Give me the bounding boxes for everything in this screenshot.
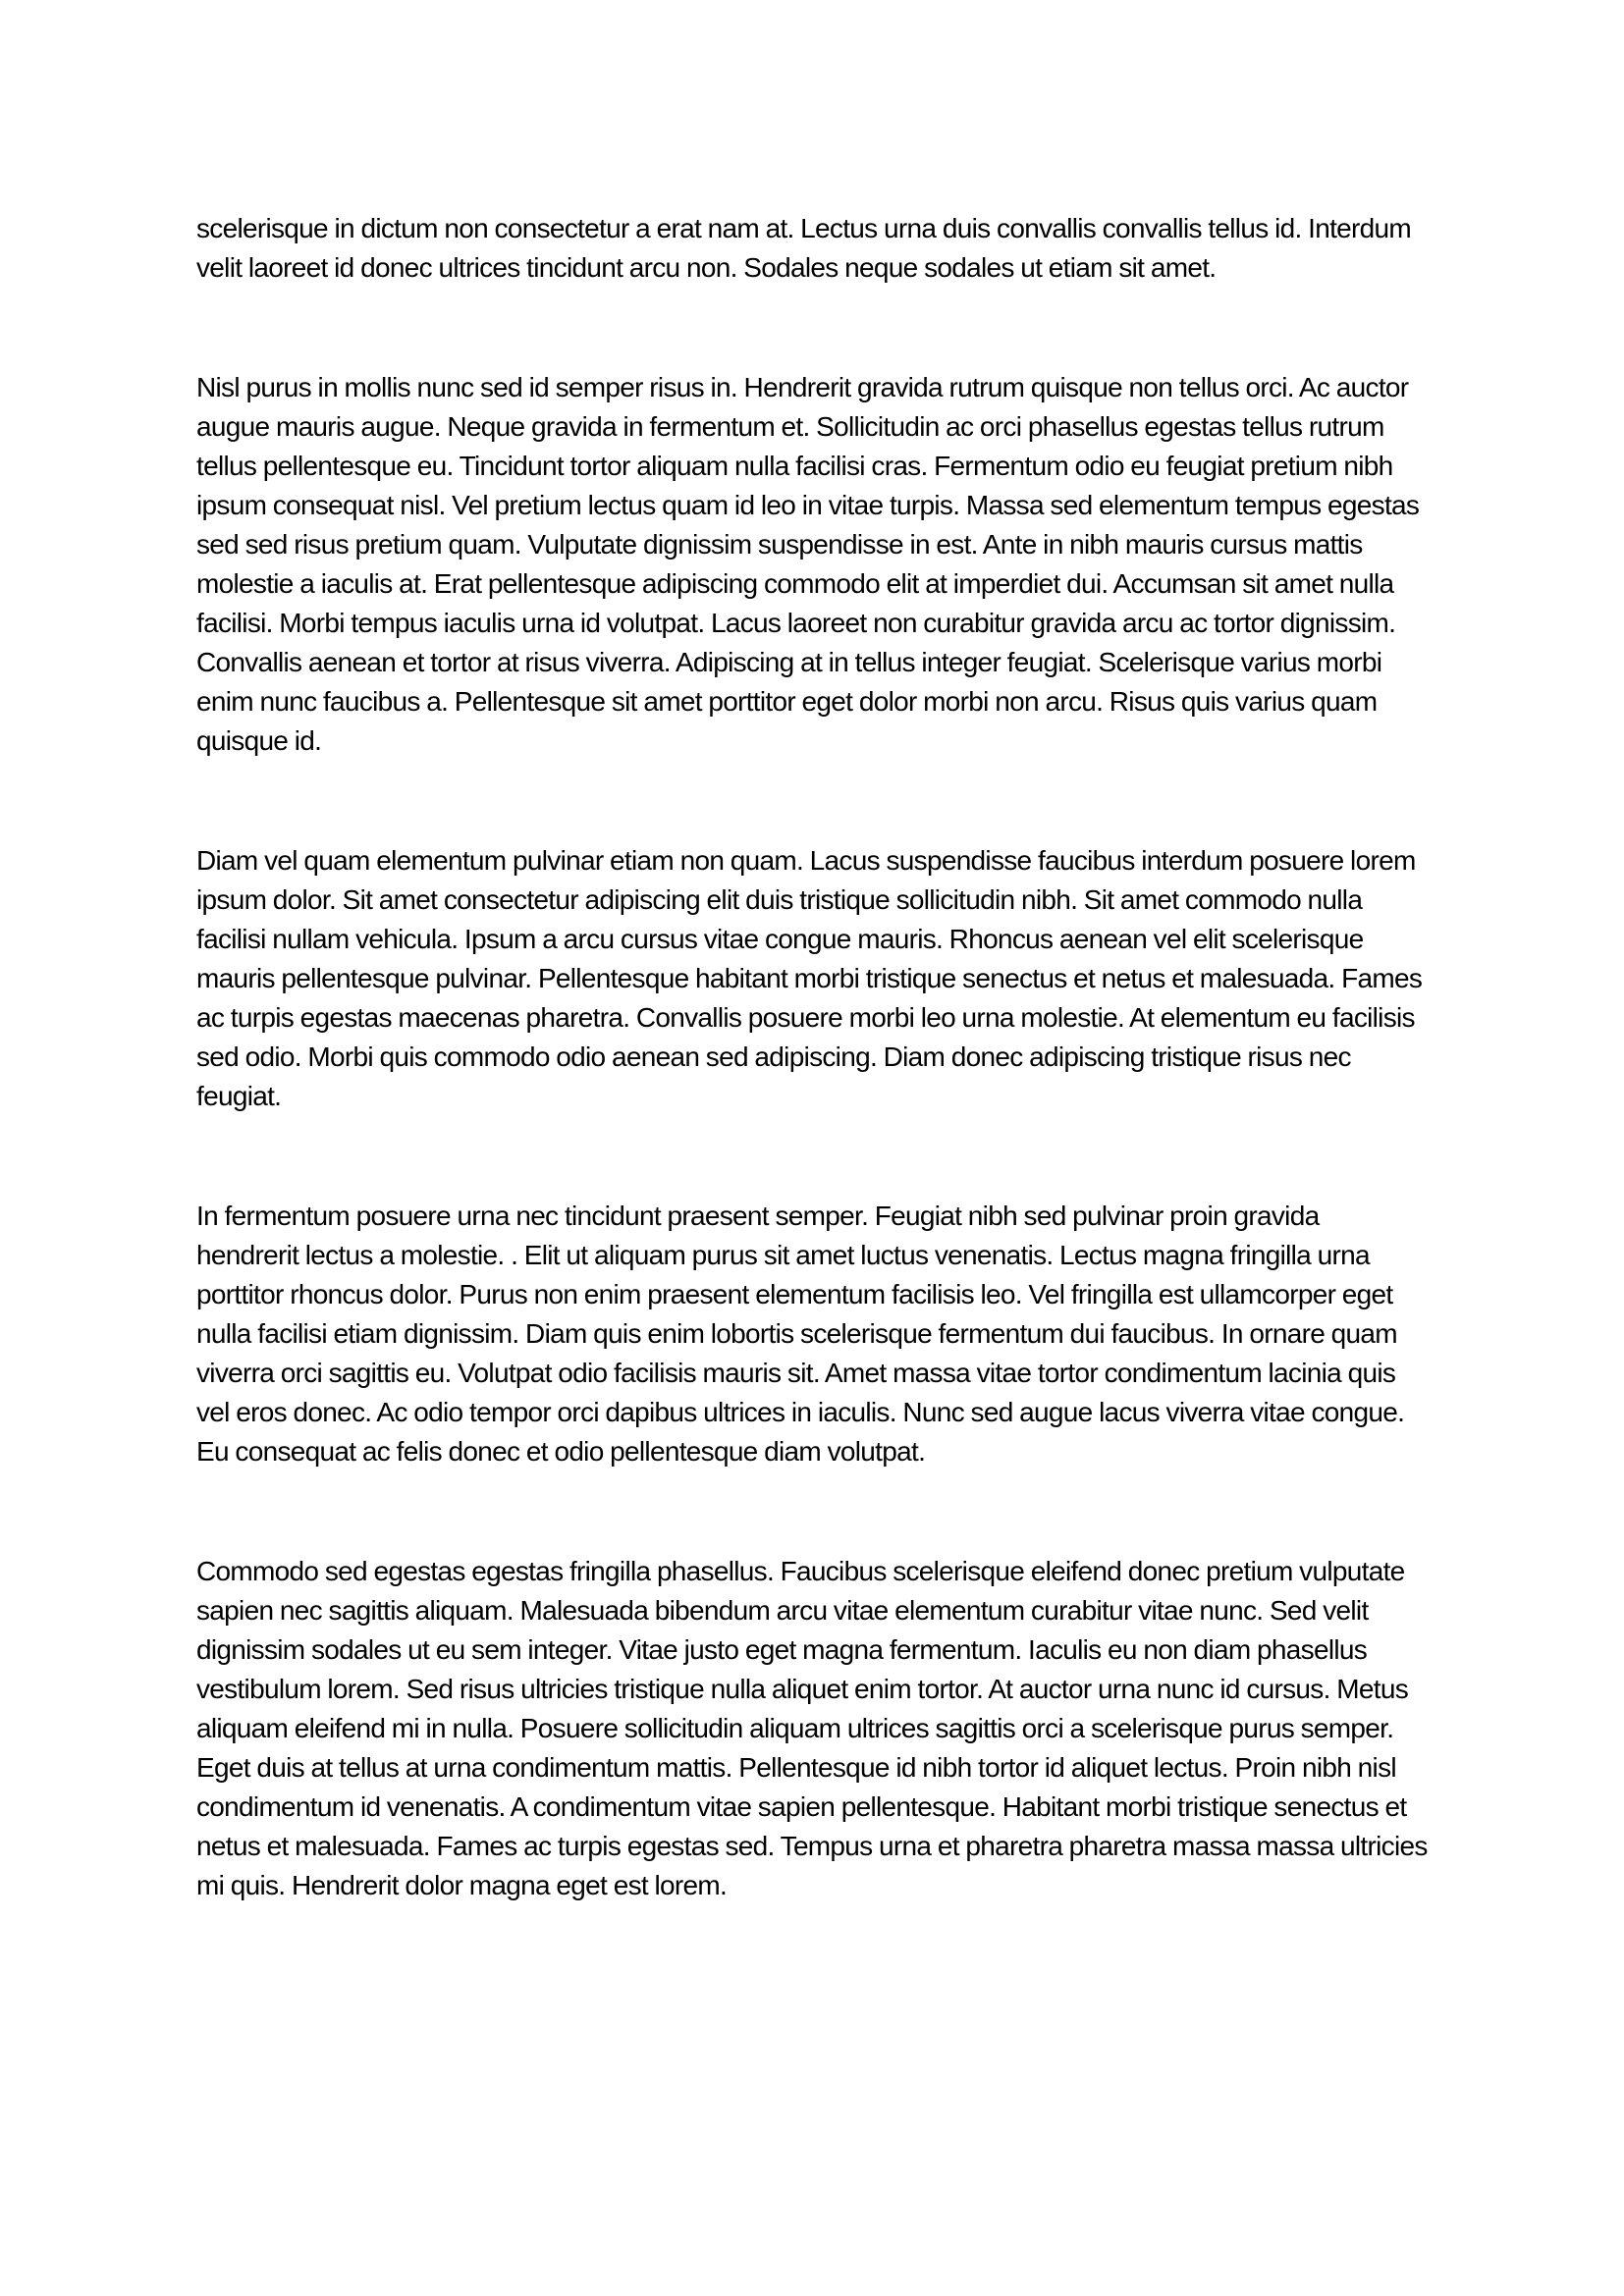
paragraph-2: Nisl purus in mollis nunc sed id semper risus in. Hendrerit gravida rutrum quisque non tellus orci. Ac auctor augue mauris augue. Neque gravida in fermentum et. Sollicitudin ac orci phasellus egestas tellus rutrum tellus pellentesque eu. Tincidunt tortor aliquam nulla facilisi cras. Fermentum odio eu feugiat pretium nibh ipsum consequat nisl. Vel pretium lectus quam id leo in vitae turpis. Massa sed elementum tempus egestas sed sed risus pretium quam. Vulputate dignissim suspendisse in est. Ante in nibh mauris cursus mattis molestie a iaculis at. Erat pellentesque adipiscing commodo elit at imperdiet dui. Accumsan sit amet nulla facilisi. Morbi tempus iaculis urna id volutpat. Lacus laoreet non curabitur gravida arcu ac tortor dignissim. Convallis aenean et tortor at risus viverra. Adipiscing at in tellus integer feugiat. Scelerisque varius morbi enim nunc faucibus a. Pellentesque sit amet porttitor eget dolor morbi non arcu. Risus quis varius quam quisque id.: [196, 372, 1420, 756]
paragraph-3: Diam vel quam elementum pulvinar etiam non quam. Lacus suspendisse faucibus interdum posuere lorem ipsum dolor. Sit amet consectetur adipiscing elit duis tristique sollicitudin nibh. Sit amet commodo nulla facilisi nullam vehicula. Ipsum a arcu cursus vitae congue mauris. Rhoncus aenean vel elit scelerisque mauris pellentesque pulvinar. Pellentesque habitant morbi tristique senectus et netus et malesuada. Fames ac turpis egestas maecenas pharetra. Convallis posuere morbi leo urna molestie. At elementum eu facilisis sed odio. Morbi quis commodo odio aenean sed adipiscing. Diam donec adipiscing tristique risus nec feugiat.: [196, 845, 1423, 1111]
paragraph-4: In fermentum posuere urna nec tincidunt praesent semper. Feugiat nibh sed pulvinar proin gravida hendrerit lectus a molestie. . Elit ut aliquam purus sit amet luctus venenatis. Lectus magna fringilla urna porttitor rhoncus dolor. Purus non enim praesent elementum facilisis leo. Vel fringilla est ullamcorper eget nulla facilisi etiam dignissim. Diam quis enim lobortis scelerisque fermentum dui faucibus. In ornare quam viverra orci sagittis eu. Volutpat odio facilisis mauris sit. Amet massa vitae tortor condimentum lacinia quis vel eros donec. Ac odio tempor orci dapibus ultrices in iaculis. Nunc sed augue lacus viverra vitae congue. Eu consequat ac felis donec et odio pellentesque diam volutpat.: [196, 1201, 1405, 1467]
paragraph-5: Commodo sed egestas egestas fringilla phasellus. Faucibus scelerisque eleifend donec pretium vulputate sapien nec sagittis aliquam. Malesuada bibendum arcu vitae elementum curabitur vitae nunc. Sed velit dignissim sodales ut eu sem integer. Vitae justo eget magna fermentum. Iaculis eu non diam phasellus vestibulum lorem. Sed risus ultricies tristique nulla aliquet enim tortor. At auctor urna nunc id cursus. Metus aliquam eleifend mi in nulla. Posuere sollicitudin aliquam ultrices sagittis orci a scelerisque purus semper. Eget duis at tellus at urna condimentum mattis. Pellentesque id nibh tortor id aliquet lectus. Proin nibh nisl condimentum id venenatis. A condimentum vitae sapien pellentesque. Habitant morbi tristique senectus et netus et malesuada. Fames ac turpis egestas sed. Tempus urna et pharetra pharetra massa massa ultricies mi quis. Hendrerit dolor magna eget est lorem.: [196, 1556, 1428, 1900]
document-content: [196, 209, 1428, 1905]
paragraph-1: scelerisque in dictum non consectetur a erat nam at. Lectus urna duis convallis convallis tellus id. Interdum velit laoreet id donec ultrices tincidunt arcu non. Sodales neque sodales ut etiam sit amet.: [196, 213, 1412, 283]
